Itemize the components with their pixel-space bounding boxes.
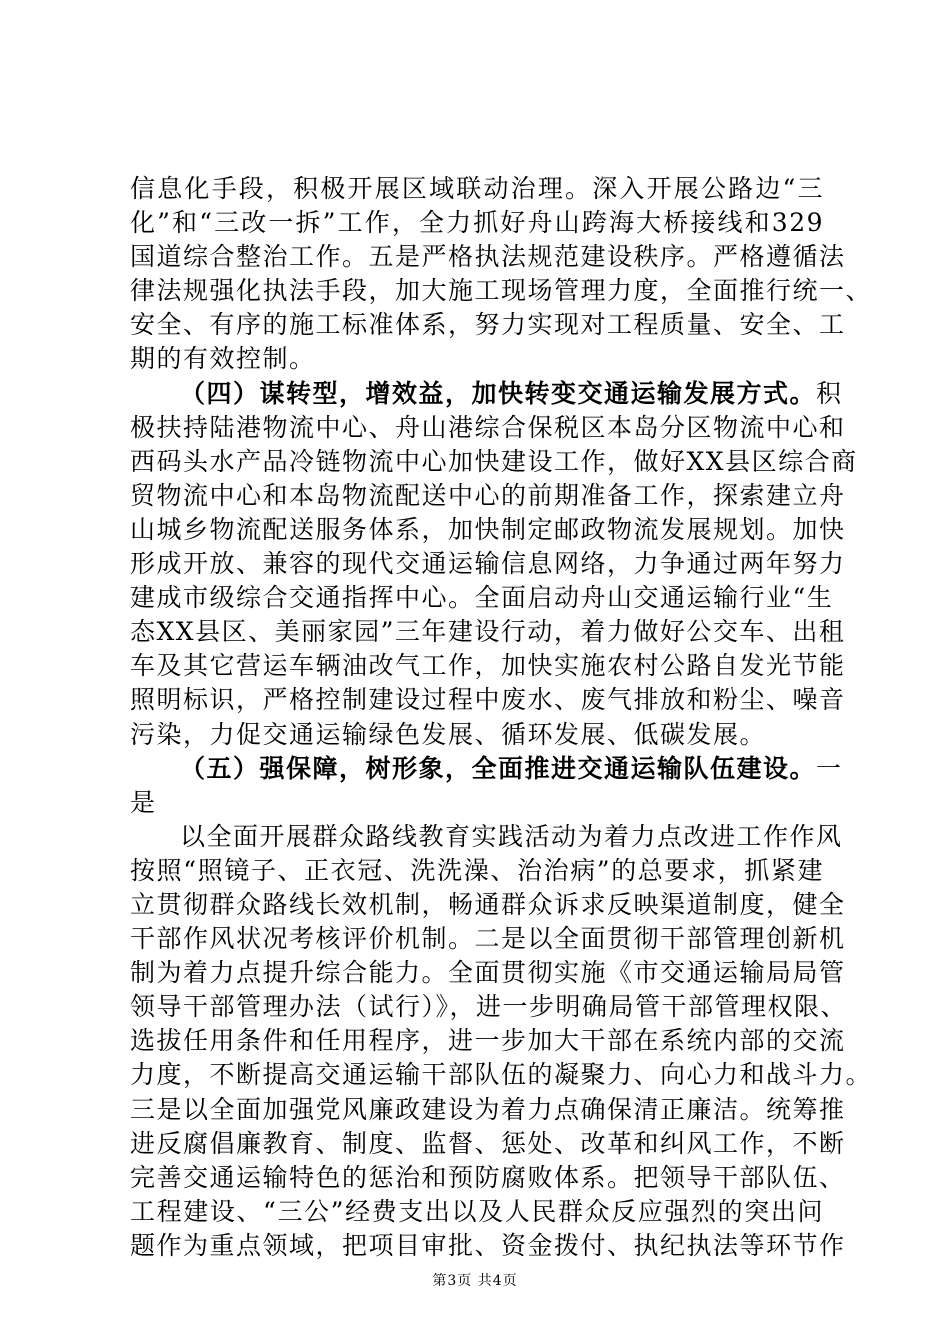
text-line [130,479,846,513]
line-text: 以全面开展群众路线教育实践活动为着力点改进工作作风 [180,821,843,851]
line-text: 西码头水产品冷链物流中心加快建设工作，做好XX县区综合商 [130,446,858,476]
text-line [130,547,846,581]
text-line [130,240,846,274]
line-text: 制为着力点提升综合能力。全面贯彻实施《市交通运输局局管 [130,958,846,988]
line-text: 极扶持陆港物流中心、舟山港综合保税区本岛分区物流中心和 [130,412,846,442]
line-text: 立贯彻群众路线长效机制，畅通群众诉求反映渠道制度，健全 [130,889,846,919]
text-line [130,1058,873,1092]
text-line [130,888,846,922]
line-text: 选拔任用条件和任用程序，进一步加大干部在系统内部的交流 [130,1026,846,1056]
text-line [130,820,843,854]
text-line [130,342,824,376]
text-line [130,615,846,649]
line-text: 建成市级综合交通指挥中心。全面启动舟山交通运输行业“生 [130,583,834,613]
page-footer [0,1270,950,1290]
text-line [130,786,824,820]
text-line [130,752,843,786]
document-body [130,172,873,1263]
text-line [130,1195,824,1229]
text-line [130,1161,846,1195]
text-line [130,1229,846,1263]
line-text: 力度，不断提高交通运输干部队伍的凝聚力、向心力和战斗力。 [130,1060,873,1090]
line-text: 干部作风状况考核评价机制。二是以全面贯彻干部管理创新机 [130,924,846,954]
text-line [130,411,846,445]
section-heading: （五）强保障，树形象，全面推进交通运输队伍建设。 [180,753,817,783]
line-text: 期的有效控制。 [130,344,316,374]
page-number-label: 第3页 共4页 [432,1273,518,1289]
text-line [130,274,873,308]
text-line [130,683,846,717]
text-line [130,1024,846,1058]
line-text: 一 [816,753,843,783]
line-text: 车及其它营运车辆油改气工作，加快实施农村公路自发光节能 [130,651,846,681]
line-text: 山城乡物流配送服务体系，加快制定邮政物流发展规划。加快 [130,514,846,544]
text-line [130,581,834,615]
line-text: 工程建设、“三公”经费支出以及人民群众反应强烈的突出问 [130,1196,824,1226]
text-line [130,1127,846,1161]
line-text: 是 [130,787,157,817]
text-line [130,172,824,206]
line-text: 照明标识，严格控制建设过程中废水、废气排放和粉尘、噪音 [130,685,846,715]
text-line [130,445,858,479]
line-text: 国道综合整治工作。五是严格执法规范建设秩序。严格遵循法 [130,242,846,272]
text-line [130,922,846,956]
text-line [130,1093,846,1127]
line-text: 按照“照镜子、正衣冠、洗洗澡、治治病”的总要求，抓紧建 [130,855,824,885]
line-text: 领导干部管理办法（试行）》，进一步明确局管干部管理权限、 [130,992,848,1022]
text-line [130,990,848,1024]
line-text: 积 [816,378,843,408]
text-line [130,854,824,888]
line-text: 态XX县区、美丽家园”三年建设行动，着力做好公交车、出租 [130,617,846,647]
line-text: 信息化手段，积极开展区域联动治理。深入开展公路边“三 [130,174,824,203]
text-line [130,308,846,342]
line-text: 律法规强化执法手段，加大施工现场管理力度，全面推行统一、 [130,276,873,306]
text-line [130,206,824,240]
line-text: 化”和“三改一拆”工作，全力抓好舟山跨海大桥接线和329 [130,208,824,238]
line-text: 贸物流中心和本岛物流配送中心的前期准备工作，探索建立舟 [130,480,846,510]
text-line [130,718,824,752]
line-text: 污染，力促交通运输绿色发展、循环发展、低碳发展。 [130,719,767,749]
line-text: 题作为重点领域，把项目审批、资金拨付、执纪执法等环节作 [130,1230,846,1260]
line-text: 形成开放、兼容的现代交通运输信息网络，力争通过两年努力 [130,549,846,579]
line-text: 完善交通运输特色的惩治和预防腐败体系。把领导干部队伍、 [130,1162,846,1192]
text-line [130,956,846,990]
section-heading: （四）谋转型，增效益，加快转变交通运输发展方式。 [180,378,817,408]
line-text: 三是以全面加强党风廉政建设为着力点确保清正廉洁。统筹推 [130,1094,846,1124]
line-text: 进反腐倡廉教育、制度、监督、惩处、改革和纠风工作，不断 [130,1128,846,1158]
line-text: 安全、有序的施工标准体系，努力实现对工程质量、安全、工 [130,310,846,340]
text-line [130,377,843,411]
text-line [130,513,846,547]
text-line [130,649,846,683]
